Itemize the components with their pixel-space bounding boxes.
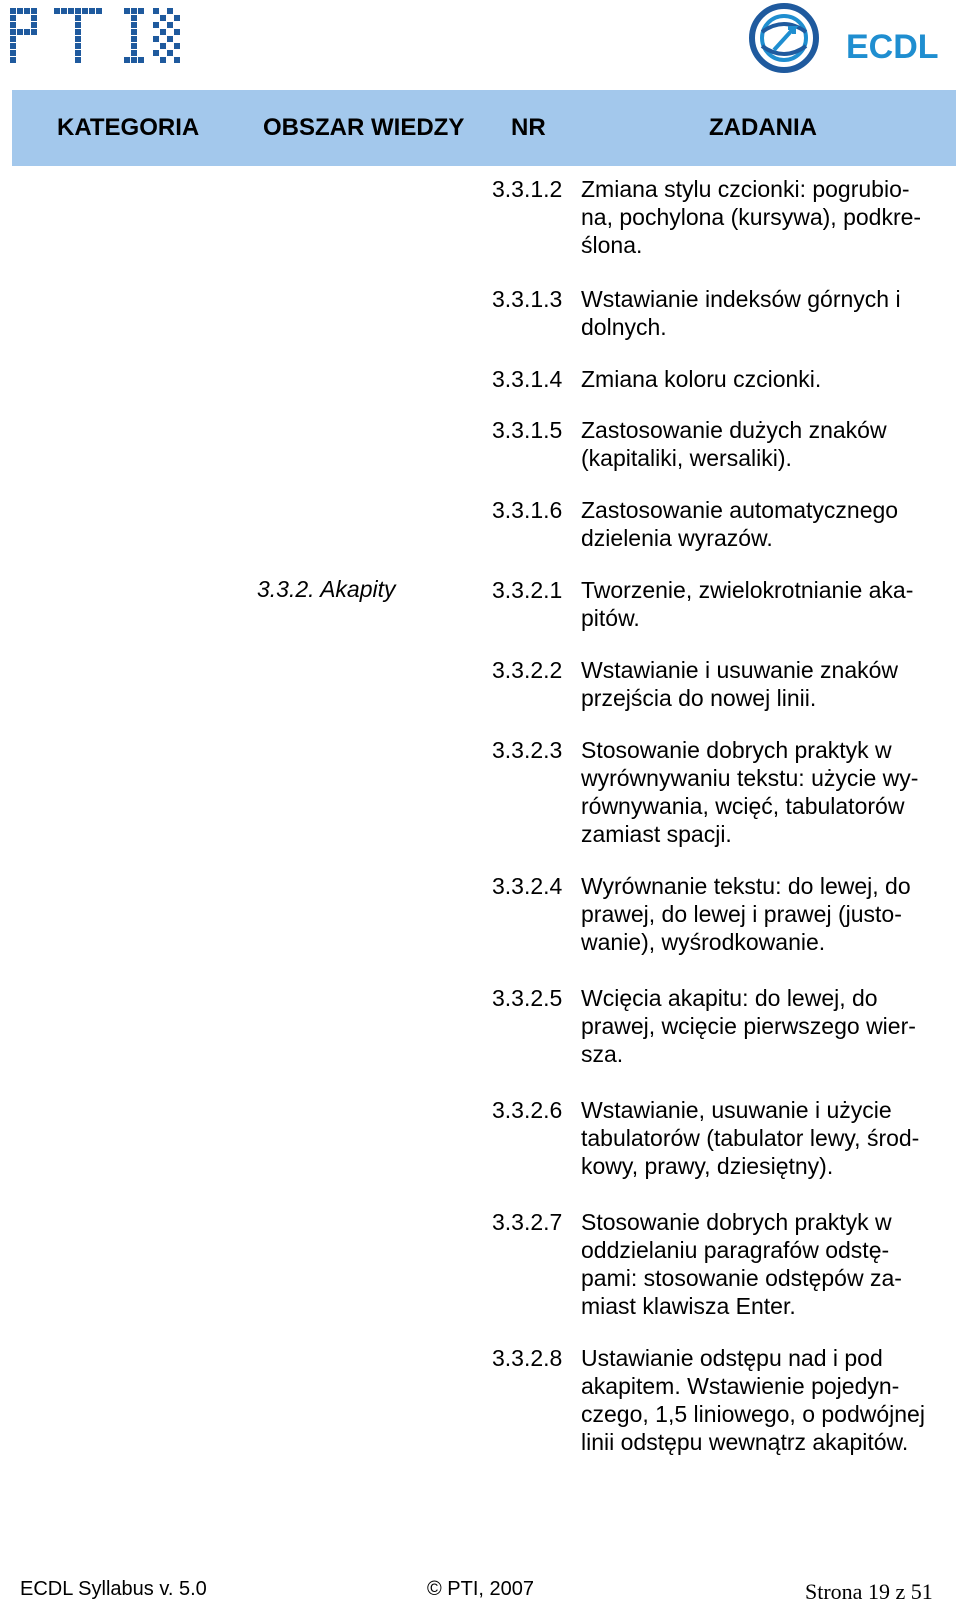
logo-pixel	[82, 8, 88, 14]
logo-pixel	[24, 8, 30, 14]
item-number: 3.3.1.4	[492, 366, 563, 392]
logo-pixel	[10, 8, 16, 14]
header-nr: NR	[511, 114, 546, 141]
item-text	[581, 175, 953, 259]
item-text-line: prawej, do lewej i prawej (justo-	[581, 901, 902, 927]
logo-pixel	[10, 15, 16, 21]
logo-pixel	[131, 43, 137, 49]
logo-pixel	[10, 50, 16, 56]
item-text-line: dzielenia wyrazów.	[581, 525, 773, 551]
logo-pixel	[131, 8, 137, 14]
logo-pixel	[131, 50, 137, 56]
item-text-line: wanie), wyśrodkowanie.	[581, 929, 826, 955]
item-number: 3.3.2.5	[492, 985, 563, 1011]
item-text	[581, 365, 953, 393]
logo-pixel	[160, 43, 166, 49]
logo-pixel	[174, 43, 180, 49]
item-text-line: przejścia do nowej linii.	[581, 685, 817, 711]
logo-pixel	[75, 22, 81, 28]
logo-pixel	[131, 36, 137, 42]
logo-pixel	[75, 36, 81, 42]
item-text-line: linii odstępu wewnątrz akapitów.	[581, 1429, 909, 1455]
logo-pixel	[17, 29, 23, 35]
item-text	[581, 496, 953, 552]
logo-pixel	[124, 57, 130, 63]
item-text-line: Zastosowanie automatycznego	[581, 497, 899, 523]
logo-pixel	[24, 29, 30, 35]
logo-pixel	[75, 57, 81, 63]
item-text-line: Wstawianie i usuwanie znaków	[581, 657, 899, 683]
logo-pixel	[10, 29, 16, 35]
area-label: 3.3.2. Akapity	[257, 576, 396, 602]
item-text-line: Stosowanie dobrych praktyk w	[581, 1209, 892, 1235]
logo-pixel	[31, 15, 37, 21]
item-text-line: (kapitaliki, wersaliki).	[581, 445, 792, 471]
logo-pixel	[75, 29, 81, 35]
logo-pixel	[138, 57, 144, 63]
logo-pixel	[75, 43, 81, 49]
footer-page-number: Strona 19 z 51	[805, 1579, 933, 1604]
item-text-line: oddzielaniu paragrafów odstę-	[581, 1237, 890, 1263]
item-number: 3.3.2.8	[492, 1345, 563, 1371]
logo-pixel	[160, 29, 166, 35]
header-zadania: ZADANIA	[709, 114, 817, 141]
item-text-line: pami: stosowanie odstępów za-	[581, 1265, 902, 1291]
item-text-line: ślona.	[581, 232, 643, 258]
logo-pixel	[61, 8, 67, 14]
logo-pixel	[174, 15, 180, 21]
item-number: 3.3.1.5	[492, 417, 563, 443]
item-text-line: kowy, prawy, dziesiętny).	[581, 1153, 834, 1179]
ecdl-logo	[748, 2, 948, 74]
item-number: 3.3.1.2	[492, 176, 563, 202]
item-text-line: Zmiana koloru czcionki.	[581, 366, 822, 392]
item-number: 3.3.2.3	[492, 737, 563, 763]
item-text-line: dolnych.	[581, 314, 667, 340]
logo-pixel	[131, 57, 137, 63]
item-text-line: Ustawianie odstępu nad i pod	[581, 1345, 883, 1371]
item-number: 3.3.2.6	[492, 1097, 563, 1123]
logo-pixel	[10, 36, 16, 42]
logo-pixel	[138, 8, 144, 14]
item-number: 3.3.2.2	[492, 657, 563, 683]
item-text-line: na, pochylona (kursywa), podkre-	[581, 204, 922, 230]
item-text-line: Stosowanie dobrych praktyk w	[581, 737, 892, 763]
logo-pixel	[160, 15, 166, 21]
item-text-line: akapitem. Wstawienie pojedyn-	[581, 1373, 900, 1399]
logo-pixel	[131, 22, 137, 28]
item-text	[581, 1344, 953, 1456]
ecdl-globe-icon	[748, 2, 820, 74]
item-number: 3.3.1.6	[492, 497, 563, 523]
logo-pixel	[167, 22, 173, 28]
item-text-line: równywania, wcięć, tabulatorów	[581, 793, 905, 819]
header-obszar-wiedzy: OBSZAR WIEDZY	[263, 114, 465, 141]
logo-pixel	[68, 8, 74, 14]
item-text-line: Wcięcia akapitu: do lewej, do	[581, 985, 878, 1011]
item-text	[581, 1208, 953, 1320]
logo-pixel	[131, 15, 137, 21]
item-text	[581, 416, 953, 472]
item-number: 3.3.2.1	[492, 577, 563, 603]
logo-pixel	[75, 50, 81, 56]
logo-pixel	[17, 8, 23, 14]
logo-pixel	[89, 8, 95, 14]
item-number: 3.3.2.7	[492, 1209, 563, 1235]
item-text-line: Zastosowanie dużych znaków	[581, 417, 887, 443]
logo-pixel	[153, 22, 159, 28]
item-text-line: pitów.	[581, 605, 640, 631]
logo-pixel	[153, 8, 159, 14]
item-text-line: wyrównywaniu tekstu: użycie wy-	[581, 765, 919, 791]
ecdl-wordmark: ECDL	[846, 28, 939, 66]
item-text	[581, 1096, 953, 1180]
logo-pixel	[167, 50, 173, 56]
item-text-line: prawej, wcięcie pierwszego wier-	[581, 1013, 916, 1039]
header-kategoria: KATEGORIA	[57, 114, 200, 141]
logo-pixel	[75, 15, 81, 21]
item-text	[581, 285, 953, 341]
item-text-line: miast klawisza Enter.	[581, 1293, 796, 1319]
item-text-line: czego, 1,5 liniowego, o podwójnej	[581, 1401, 925, 1427]
item-text-line: sza.	[581, 1041, 624, 1067]
logo-pixel	[31, 22, 37, 28]
item-text	[581, 736, 953, 848]
item-text-line: Zmiana stylu czcionki: pogrubio-	[581, 176, 910, 202]
logo-pixel	[167, 8, 173, 14]
logo-pixel	[54, 8, 60, 14]
footer-left: ECDL Syllabus v. 5.0	[20, 1578, 207, 1600]
logo-pixel	[10, 57, 16, 63]
item-text	[581, 656, 953, 712]
logo-pixel	[131, 29, 137, 35]
logo-pixel	[174, 29, 180, 35]
logo-pixel	[31, 8, 37, 14]
item-number: 3.3.2.4	[492, 873, 563, 899]
logo-pixel	[160, 57, 166, 63]
item-text	[581, 576, 953, 632]
logo-pixel	[10, 43, 16, 49]
item-text-line: Tworzenie, zwielokrotnianie aka-	[581, 577, 914, 603]
logo-pixel	[167, 36, 173, 42]
footer-center: © PTI, 2007	[427, 1578, 535, 1600]
item-number: 3.3.1.3	[492, 286, 563, 312]
item-text-line: Wstawianie indeksów górnych i	[581, 286, 901, 312]
logo-pixel	[10, 22, 16, 28]
item-text-line: zamiast spacji.	[581, 821, 732, 847]
logo-pixel	[124, 8, 130, 14]
item-text-line: tabulatorów (tabulator lewy, środ-	[581, 1125, 920, 1151]
logo-pixel	[31, 29, 37, 35]
item-text-line: Wyrównanie tekstu: do lewej, do	[581, 873, 911, 899]
item-text	[581, 872, 953, 956]
logo-pixel	[153, 50, 159, 56]
logo-pixel	[153, 36, 159, 42]
item-text	[581, 984, 953, 1068]
logo-pixel	[75, 8, 81, 14]
logo-pixel	[174, 57, 180, 63]
pti-logo	[8, 4, 184, 68]
logo-pixel	[96, 8, 102, 14]
item-text-line: Wstawianie, usuwanie i użycie	[581, 1097, 892, 1123]
